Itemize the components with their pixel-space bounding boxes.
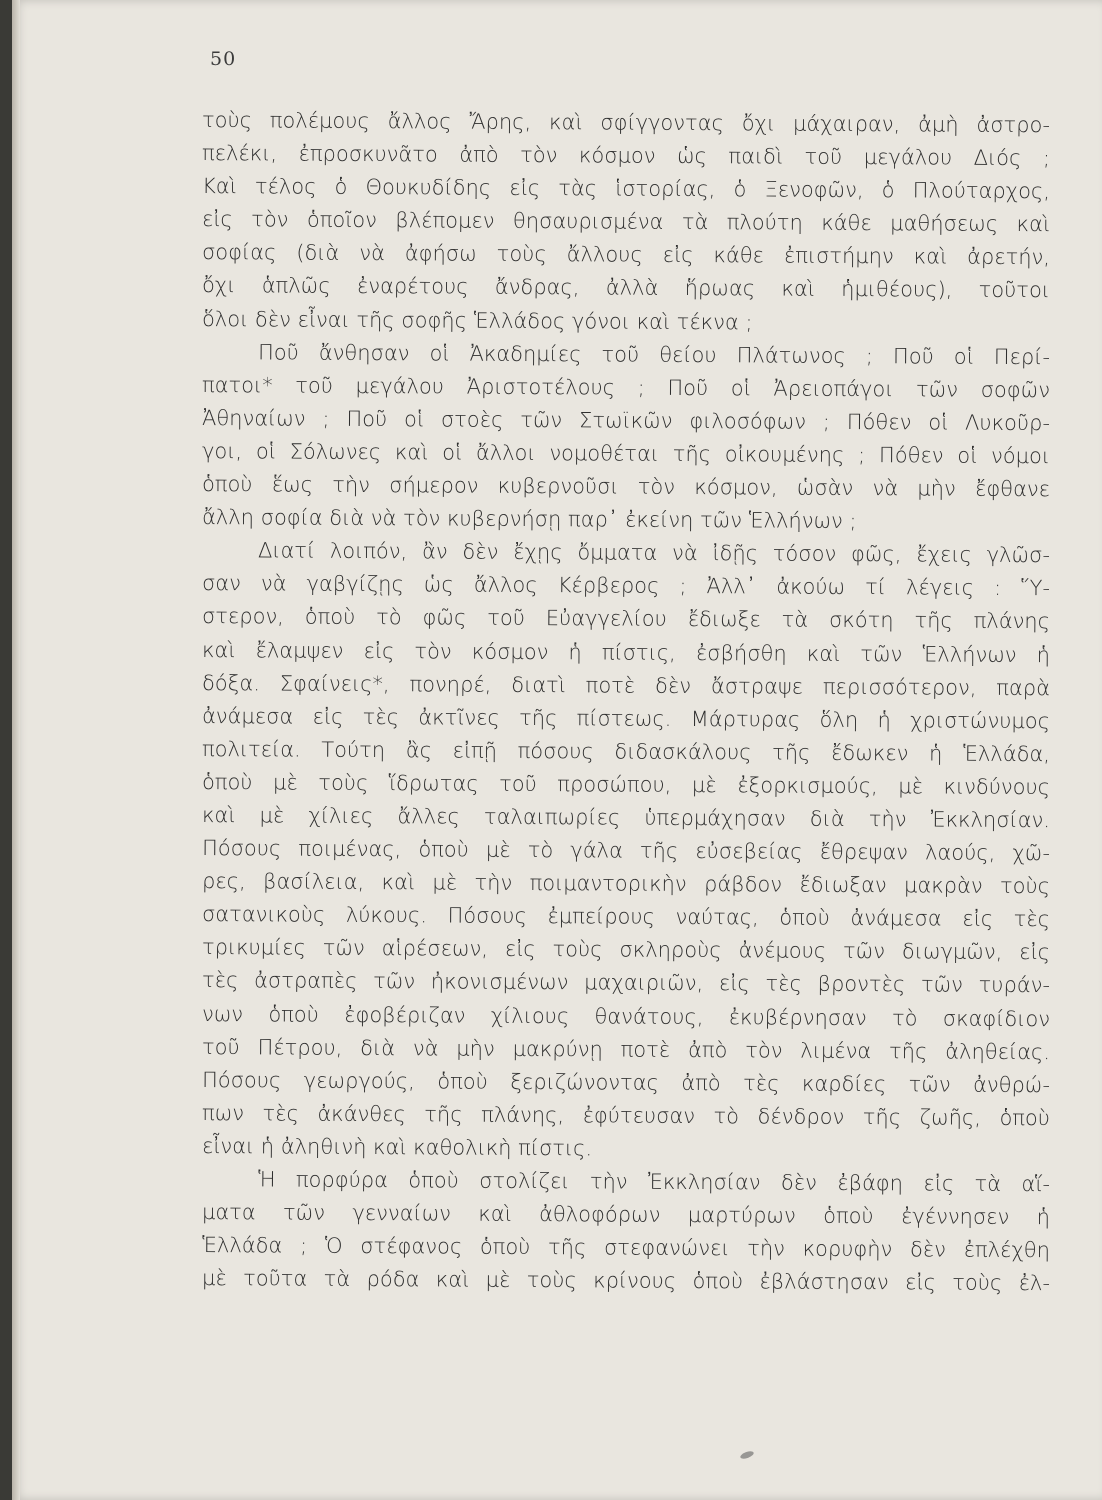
- text-line: ὅλοι δὲν εἶναι τῆς σοφῆς Ἑλλάδος γόνοι καὶ τέκνα ;: [201, 306, 753, 334]
- text-line: Ἀθηναίων ; Ποῦ οἱ στοὲς τῶν Στωϊκῶν φιλοσόφων ; Πόθεν οἱ Λυκοῦρ-: [201, 405, 1051, 436]
- book-page: [12, 0, 1102, 1500]
- text-line: Πόσους γεωργούς, ὁποὺ ξεριζώνοντας ἀπὸ τὲς καρδίες τῶν ἀνθρώ-: [201, 1067, 1051, 1097]
- page-number: 50: [210, 48, 237, 70]
- text-line: ἀνάμεσα εἰς τὲς ἀκτῖνες τῆς πίστεως. Μάρτυρας ὅλη ἡ χριστώνυμος: [201, 703, 1051, 733]
- text-line: μὲ τοῦτα τὰ ρόδα καὶ μὲ τοὺς κρίνους ὁποὺ ἐβλάστησαν εἰς τοὺς ἐλ-: [201, 1266, 1051, 1296]
- text-line: στερον, ὁποὺ τὸ φῶς τοῦ Εὐαγγελίου ἔδιωξε τὰ σκότη τῆς πλάνης: [201, 604, 1051, 634]
- text-line: τοὺς πολέμους ἄλλος Ἄρης, καὶ σφίγγοντας ὄχι μάχαιραν, ἀμὴ ἀστρο-: [201, 108, 1051, 138]
- text-line: Πόσους ποιμένας, ὁποὺ μὲ τὸ γάλα τῆς εὐσεβείας ἔθρεψαν λαούς, χῶ-: [201, 836, 1051, 866]
- text-line: Ἑλλάδα ; Ὁ στέφανος ὁποὺ τῆς στεφανώνει τὴν κορυφὴν δὲν ἐπλέχθη: [201, 1233, 1051, 1263]
- text-line: εἰς τὸν ὁποῖον βλέπομεν θησαυρισμένα τὰ πλούτη κάθε μαθήσεως καὶ: [201, 207, 1051, 237]
- page-gutter-edge: [12, 0, 20, 1500]
- text-line: πελέκι, ἐπροσκυνᾶτο ἀπὸ τὸν κόσμον ὡς παιδὶ τοῦ μεγάλου Διός ;: [201, 141, 1051, 171]
- text-line: Καὶ τέλος ὁ Θουκυδίδης εἰς τὰς ἱστορίας, ὁ Ξενοφῶν, ὁ Πλούταρχος,: [201, 174, 1051, 204]
- body-text: [202, 104, 1050, 1295]
- text-line: ἄλλη σοφία διὰ νὰ τὸν κυβερνήσῃ παρ᾽ ἐκείνη τῶν Ἑλλήνων ;: [201, 505, 857, 534]
- text-line: ρες, βασίλεια, καὶ μὲ τὴν ποιμαντορικὴν ράβδον ἔδιωξαν μακρὰν τοὺς: [201, 869, 1051, 899]
- text-line: ὄχι ἁπλῶς ἐναρέτους ἄνδρας, ἀλλὰ ἥρωας καὶ ἡμιθέους), τοῦτοι: [201, 273, 1051, 303]
- text-line: τρικυμίες τῶν αἱρέσεων, εἰς τοὺς σκληροὺς ἀνέμους τῶν διωγμῶν, εἰς: [201, 935, 1051, 965]
- text-line: καὶ ἔλαμψεν εἰς τὸν κόσμον ἡ πίστις, ἐσβήσθη καὶ τῶν Ἑλλήνων ἡ: [201, 637, 1051, 667]
- ink-speck: [739, 1450, 754, 1460]
- text-line: τοῦ Πέτρου, διὰ νὰ μὴν μακρύνῃ ποτὲ ἀπὸ τὸν λιμένα τῆς ἀληθείας.: [201, 1034, 1051, 1064]
- text-line: ματα τῶν γενναίων καὶ ἀθλοφόρων μαρτύρων ὁποὺ ἐγέννησεν ἡ: [201, 1200, 1051, 1230]
- text-line: εἶναι ἡ ἀληθινὴ καὶ καθολικὴ πίστις.: [201, 1133, 593, 1161]
- text-line: Ἡ πορφύρα ὁποὺ στολίζει τὴν Ἐκκλησίαν δὲν ἐβάφη εἰς τὰ αἵ-: [257, 1167, 1051, 1197]
- text-line: πολιτεία. Τούτη ἂς εἰπῇ πόσους διδασκάλους τῆς ἔδωκεν ἡ Ἑλλάδα,: [201, 736, 1051, 766]
- text-line: ὁποὺ ἕως τὴν σήμερον κυβερνοῦσι τὸν κόσμον, ὡσὰν νὰ μὴν ἔφθανε: [201, 472, 1051, 502]
- text-line: σαν νὰ γαβγίζῃς ὡς ἄλλος Κέρβερος ; Ἀλλ᾽ ἀκούω τί λέγεις : Ὕ-: [201, 571, 1051, 601]
- text-line: νων ὁποὺ ἐφοβέριζαν χίλιους θανάτους, ἐκυβέρνησαν τὸ σκαφίδιον: [201, 1001, 1051, 1031]
- text-line: Διατί λοιπόν, ἂν δὲν ἔχῃς ὄμματα νὰ ἰδῇς τόσον φῶς, ἔχεις γλῶσ-: [257, 538, 1051, 568]
- text-line: πατοι* τοῦ μεγάλου Ἀριστοτέλους ; Ποῦ οἱ Ἀρειοπάγοι τῶν σοφῶν: [201, 372, 1051, 402]
- text-line: ὁποὺ μὲ τοὺς ἵδρωτας τοῦ προσώπου, μὲ ἐξορκισμούς, μὲ κινδύνους: [201, 769, 1051, 800]
- text-line: τὲς ἀστραπὲς τῶν ἠκονισμένων μαχαιριῶν, εἰς τὲς βροντὲς τῶν τυράν-: [201, 968, 1051, 998]
- text-line: Ποῦ ἄνθησαν οἱ Ἀκαδημίες τοῦ θείου Πλάτωνος ; Ποῦ οἱ Περί-: [257, 339, 1051, 369]
- text-line: δόξα. Σφαίνεις*, πονηρέ, διατὶ ποτὲ δὲν ἄστραψε περισσότερον, παρὰ: [201, 670, 1051, 700]
- text-line: σατανικοὺς λύκους. Πόσους ἐμπείρους ναύτας, ὁποὺ ἀνάμεσα εἰς τὲς: [201, 902, 1051, 932]
- text-line: καὶ μὲ χίλιες ἄλλες ταλαιπωρίες ὑπερμάχησαν διὰ τὴν Ἐκκλησίαν.: [201, 802, 1051, 833]
- text-line: γοι, οἱ Σόλωνες καὶ οἱ ἄλλοι νομοθέται τῆς οἰκουμένης ; Πόθεν οἱ νόμοι: [201, 438, 1051, 469]
- text-line: πων τὲς ἀκάνθες τῆς πλάνης, ἐφύτευσαν τὸ δένδρον τῆς ζωῆς, ὁποὺ: [201, 1100, 1051, 1130]
- text-line: σοφίας (διὰ νὰ ἀφήσω τοὺς ἄλλους εἰς κάθε ἐπιστήμην καὶ ἀρετήν,: [201, 240, 1051, 270]
